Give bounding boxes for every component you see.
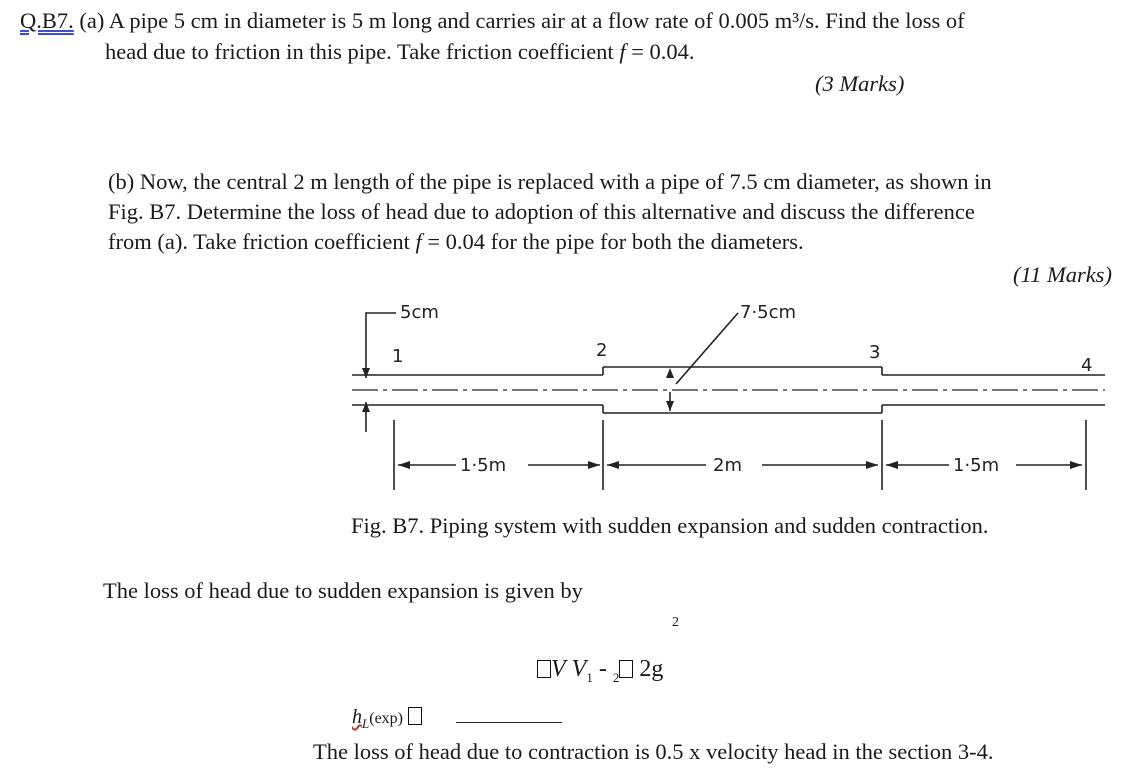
hl-exp: (exp) [369, 710, 403, 727]
part-b-marks: (11 Marks) [1013, 262, 1112, 287]
arrow-len-2-left [607, 461, 619, 469]
part-a-text-2b: = 0.04. [625, 39, 695, 64]
formula-expansion [537, 656, 663, 691]
hl-sub: L [362, 716, 370, 731]
formula-sub1: 1 [586, 669, 593, 685]
length-label-3: 1·5m [953, 455, 1000, 476]
section-label-1: 1 [392, 346, 404, 367]
formula-v: V [551, 656, 566, 682]
arrow-75cm-top [666, 368, 674, 378]
arrow-len-3-right [1070, 461, 1082, 469]
arrow-len-1-right [588, 461, 600, 469]
dim-75cm-leader [676, 313, 738, 384]
label-5cm: 5cm [400, 302, 439, 323]
missing-glyph-icon-2 [619, 660, 633, 678]
question-id: Q.B7. [20, 8, 74, 33]
contraction-line: The loss of head due to contraction is 0.5 x velocity head in the section 3-4. [313, 739, 994, 764]
arrow-len-1-left [398, 461, 410, 469]
question-part-b-line2: Fig. B7. Determine the loss of head due to adoption of this alternative and discuss the difference [108, 199, 975, 224]
part-a-marks: (3 Marks) [815, 71, 905, 96]
formula-superscript: 2 [672, 615, 679, 630]
part-b-text-3: from (a). Take friction coefficient [108, 229, 416, 254]
length-label-1: 1·5m [460, 455, 507, 476]
section-label-3: 3 [869, 342, 881, 363]
fraction-bar [456, 722, 562, 723]
expansion-intro: The loss of head due to sudden expansion is given by [103, 578, 583, 603]
question-part-b-line1: (b) Now, the central 2 m length of the pipe is replaced with a pipe of 7.5 cm diameter, as shown in [108, 169, 992, 194]
label-7-5cm: 7·5cm [740, 302, 797, 323]
section-label-2: 2 [596, 340, 608, 361]
formula-sub2: 2 [612, 669, 620, 685]
missing-glyph-icon [537, 660, 551, 678]
part-a-text-1: (a) A pipe 5 cm in diameter is 5 m long and carries air at a flow rate of 0.005 m³/s. Find the loss of [73, 8, 965, 33]
arrow-75cm-bottom [666, 401, 674, 411]
formula-2g: 2g [639, 656, 664, 682]
missing-glyph-icon-3 [408, 707, 422, 725]
friction-symbol: f [619, 39, 626, 64]
arrow-len-2-right [866, 461, 878, 469]
arrow-len-3-left [886, 461, 898, 469]
friction-symbol-b: f [415, 229, 422, 254]
hl-exp-symbol [352, 704, 422, 737]
section-label-4: 4 [1081, 355, 1093, 376]
figure-caption: Fig. B7. Piping system with sudden expansion and sudden contraction. [351, 513, 989, 538]
hl-h: h [352, 706, 362, 728]
arrow-5cm-top [362, 368, 370, 378]
length-label-2: 2m [713, 455, 742, 476]
arrow-5cm-bottom [362, 402, 370, 412]
formula-dash: - [592, 656, 613, 682]
part-b-text-3b: = 0.04 for the pipe for both the diameters. [421, 229, 804, 254]
formula-v1: V [571, 656, 587, 682]
part-a-text-2: head due to friction in this pipe. Take friction coefficient [105, 39, 620, 64]
